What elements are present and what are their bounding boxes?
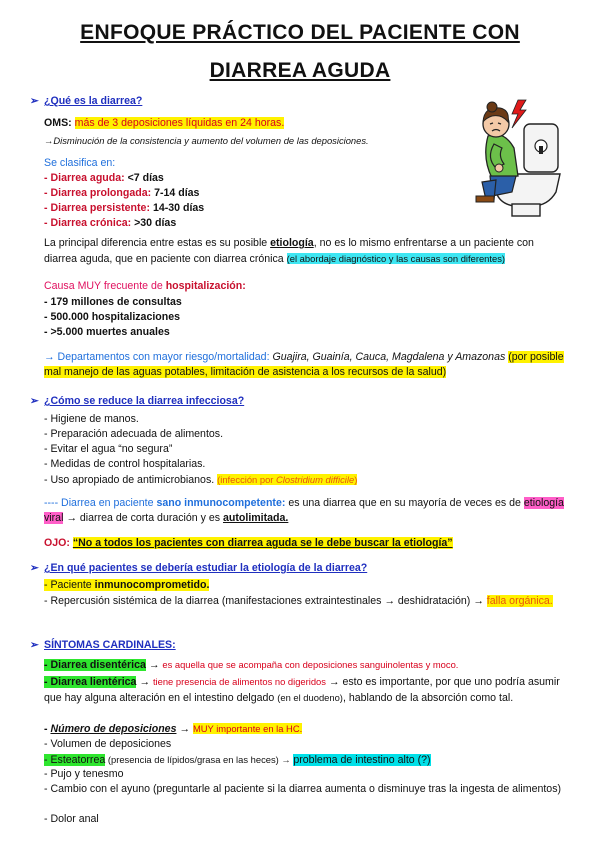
symptom-dysenteric: - Diarrea disentérica → es aquella que se acompaña con deposiciones sanguinolentas y moco. xyxy=(44,659,459,671)
symptom-number: - Número de deposiciones → MUY importante en la HC. xyxy=(44,723,303,735)
hospitalization-intro: Causa MUY frecuente de hospitalización: xyxy=(44,280,246,292)
study-item: - Paciente inmunocomprometido. xyxy=(44,579,210,591)
stat-item: - >5.000 muertes anuales xyxy=(44,326,170,338)
toilet-illustration xyxy=(452,96,570,222)
prevention-item: - Higiene de manos. xyxy=(44,413,139,425)
oms-highlight: más de 3 deposiciones líquidas en 24 horas. xyxy=(74,117,285,129)
heading-cardinal-symptoms: ➢ SÍNTOMAS CARDINALES: xyxy=(30,639,176,651)
prevention-item: - Medidas de control hospitalarias. xyxy=(44,458,206,470)
symptom-lienteric: - Diarrea lientérica → tiene presencia de alimentos no digeridos → esto es importante, por que uno podría asumir que hay alguna alteración en el intestino delgado (en el duodeno), hablando de la absorción como tal. xyxy=(44,676,560,704)
question-reduce-infectious-diarrhea: ➢ ¿Cómo se reduce la diarrea infecciosa? xyxy=(30,395,245,407)
classify-intro: Se clasifica en: xyxy=(44,157,116,169)
class-item: - Diarrea persistente: 14-30 días xyxy=(44,202,205,214)
prevention-item: - Uso apropiado de antimicrobianos. (infección por Clostridium difficile) xyxy=(44,474,358,486)
page-title-line-2: DIARREA AGUDA xyxy=(209,59,391,82)
difference-paragraph: La principal diferencia entre estas es su posible etiología, no es lo mismo enfrentarse a un paciente con diarrea aguda, que en paciente con diarrea crónica (el abordaje diagnóstico y las causas son diferentes) xyxy=(44,237,534,265)
prevention-item: - Preparación adecuada de alimentos. xyxy=(44,428,224,440)
symptom-tenesmus: - Pujo y tenesmo xyxy=(44,768,124,780)
departments-paragraph: → Departamentos con mayor riesgo/mortalidad: Guajira, Guainía, Cauca, Magdalena y Amazonas (por posible mal manejo de las aguas potables, limitación de asistencia a los recursos de la salud) xyxy=(44,351,564,378)
symptom-volume: - Volumen de deposiciones xyxy=(44,738,172,750)
class-item: - Diarrea crónica: >30 días xyxy=(44,217,177,229)
symptom-steatorrhea: - Esteatorrea (presencia de lípidos/grasa en las heces) → problema de intestino alto (?) xyxy=(44,754,431,766)
symptom-anal-pain: - Dolor anal xyxy=(44,813,99,825)
page-title-line-1: ENFOQUE PRÁCTICO DEL PACIENTE CON xyxy=(80,21,520,44)
prevention-item: - Evitar el agua “no segura” xyxy=(44,443,173,455)
ojo-note: OJO: “No a todos los pacientes con diarrea aguda se le debe buscar la etiología” xyxy=(44,537,453,549)
immunocompetent-paragraph: ---- Diarrea en paciente sano inmunocompetente: es una diarrea que en su mayoría de veces es de etiología viral → diarrea de corta duración y es autolimitada. xyxy=(44,497,564,524)
symptom-fasting: - Cambio con el ayuno (preguntarle al paciente si la diarrea aumenta o disminuye tras la ingesta de alimentos) xyxy=(44,783,562,795)
class-item: - Diarrea aguda: <7 días xyxy=(44,172,164,184)
person-on-toilet-icon xyxy=(452,96,570,222)
stat-item: - 500.000 hospitalizaciones xyxy=(44,311,181,323)
class-item: - Diarrea prolongada: 7-14 días xyxy=(44,187,200,199)
study-item: - Repercusión sistémica de la diarrea (manifestaciones extraintestinales → deshidratación) → falla orgánica. xyxy=(44,595,553,607)
question-study-etiology: ➢ ¿En qué pacientes se debería estudiar la etiología de la diarrea? xyxy=(30,562,368,574)
oms-definition: OMS: más de 3 deposiciones líquidas en 24 horas. xyxy=(44,117,285,129)
definition-note: →Disminución de la consistencia y aumento del volumen de las deposiciones. xyxy=(44,135,369,146)
question-what-is-diarrhea: ➢ ¿Qué es la diarrea? xyxy=(30,95,143,107)
stat-item: - 179 millones de consultas xyxy=(44,296,182,308)
